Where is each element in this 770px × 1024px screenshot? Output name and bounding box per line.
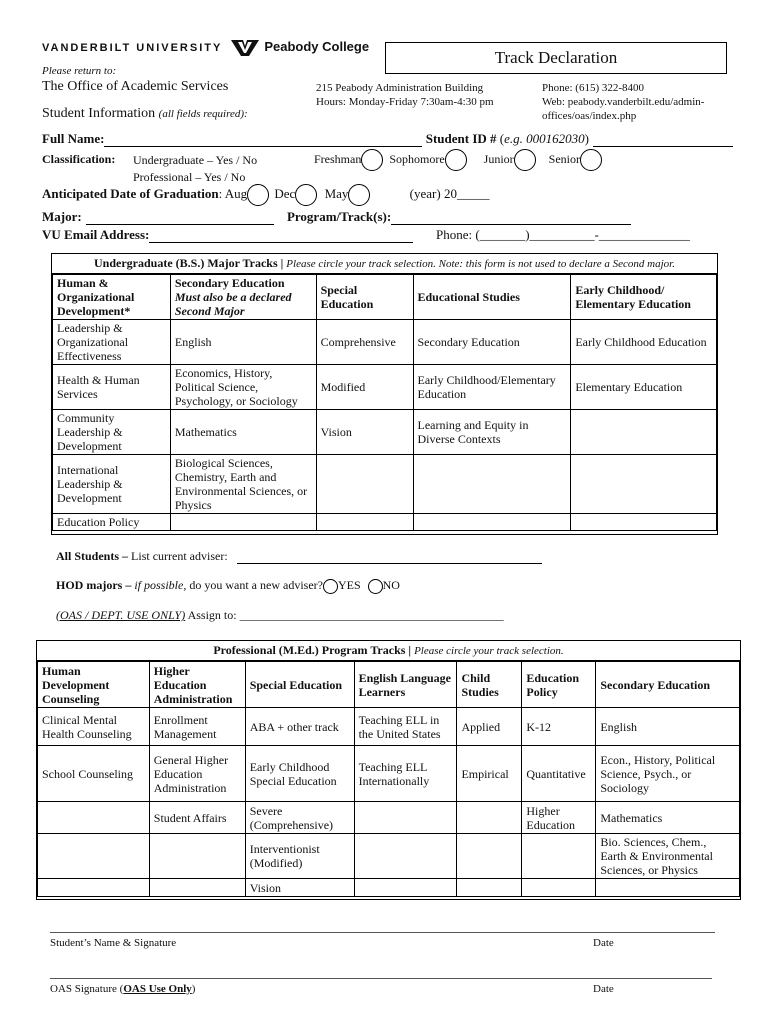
track-option[interactable]: Early Childhood/Elementary Education xyxy=(413,365,571,410)
senior-label: Senior xyxy=(548,151,581,166)
undergrad-option[interactable]: Undergraduate – Yes / No xyxy=(133,153,258,167)
no-circle[interactable] xyxy=(368,579,383,594)
pro-header-policy: Education Policy xyxy=(522,662,596,708)
table-row xyxy=(38,802,740,834)
track-option[interactable]: Economics, History, Political Science, Psychology, or Sociology xyxy=(170,365,316,410)
track-option[interactable]: Teaching ELL Internationally xyxy=(354,746,457,802)
track-option[interactable]: Learning and Equity in Diverse Contexts xyxy=(413,410,571,455)
student-signature-label: Student’s Name & Signature xyxy=(50,937,177,949)
track-option[interactable]: Education Policy xyxy=(53,514,171,531)
sophomore-circle[interactable] xyxy=(445,149,467,171)
track-option[interactable]: Leadership & Organizational Effectiveness xyxy=(53,320,171,365)
phone-field[interactable]: Phone: (_______)__________-______________ xyxy=(436,227,690,242)
table-row xyxy=(53,365,717,410)
oas-use-label: (OAS / DEPT. USE ONLY) xyxy=(56,608,186,622)
track-option[interactable]: Bio. Sciences, Chem., Earth & Environmental Sciences, or Physics xyxy=(596,834,740,879)
track-option[interactable]: English xyxy=(596,708,740,746)
yes-circle[interactable] xyxy=(323,579,338,594)
track-option[interactable]: Student Affairs xyxy=(149,802,245,834)
student-signature-line[interactable] xyxy=(50,932,715,933)
track-option[interactable]: K-12 xyxy=(522,708,596,746)
all-students-label: All Students – xyxy=(56,549,129,563)
track-option[interactable]: Higher Education xyxy=(522,802,596,834)
return-to-label: Please return to: xyxy=(42,65,117,77)
pro-header-special: Special Education xyxy=(245,662,354,708)
track-option[interactable]: Clinical Mental Health Counseling xyxy=(38,708,150,746)
student-id-label: Student ID # xyxy=(425,131,497,146)
table-row xyxy=(53,455,717,514)
track-option[interactable] xyxy=(149,834,245,879)
track-option[interactable]: International Leadership & Development xyxy=(53,455,171,514)
track-option[interactable]: Early Childhood Special Education xyxy=(245,746,354,802)
senior-circle[interactable] xyxy=(580,149,602,171)
oas-date-label: Date xyxy=(593,983,614,995)
pro-header-ell: English Language Learners xyxy=(354,662,457,708)
track-option[interactable] xyxy=(571,514,717,531)
ug-header-hod: Human & Organizational Development* xyxy=(53,275,171,320)
track-option[interactable]: Vision xyxy=(245,879,354,897)
program-field[interactable] xyxy=(391,224,631,225)
may-circle[interactable] xyxy=(348,184,370,206)
professional-option[interactable]: Professional – Yes / No xyxy=(133,170,246,184)
track-option[interactable] xyxy=(596,879,740,897)
hod-label: HOD majors – xyxy=(56,578,132,592)
pro-header-higher-ed: Higher Education Administration xyxy=(149,662,245,708)
track-option[interactable] xyxy=(38,802,150,834)
professional-caption-title: Professional (M.Ed.) Program Tracks | xyxy=(213,643,412,657)
professional-tracks-box xyxy=(36,640,741,900)
may-label: May xyxy=(324,185,349,201)
new-adviser-row xyxy=(56,578,400,594)
grad-year-field[interactable]: (year) 20_____ xyxy=(409,185,490,201)
table-row xyxy=(38,708,740,746)
classification-row xyxy=(42,152,115,167)
current-adviser-field[interactable] xyxy=(237,563,542,564)
oas-signature-label xyxy=(50,983,195,995)
table-row xyxy=(53,410,717,455)
table-row xyxy=(38,879,740,897)
email-label: VU Email Address: xyxy=(42,227,150,242)
student-date-label: Date xyxy=(593,937,614,949)
yes-label: YES xyxy=(337,578,361,592)
track-option[interactable] xyxy=(354,834,457,879)
track-option[interactable] xyxy=(571,455,717,514)
table-row xyxy=(53,320,717,365)
freshman-circle[interactable] xyxy=(361,149,383,171)
new-adviser-question: do you want a new adviser? xyxy=(189,578,323,592)
track-option[interactable]: Quantitative xyxy=(522,746,596,802)
junior-label: Junior xyxy=(483,151,514,166)
track-option[interactable]: Biological Sciences, Chemistry, Earth and Environmental Sciences, or Physics xyxy=(170,455,316,514)
track-option[interactable]: Teaching ELL in the United States xyxy=(354,708,457,746)
ug-header-secondary-sub: Must also be a declared Second Major xyxy=(174,290,292,318)
office-address: 215 Peabody Administration Building xyxy=(316,82,484,94)
professional-caption xyxy=(37,641,740,661)
pro-header-secondary: Secondary Education xyxy=(596,662,740,708)
track-option[interactable] xyxy=(571,410,717,455)
dec-label: Dec xyxy=(274,185,296,201)
pro-header-child: Child Studies xyxy=(457,662,522,708)
junior-circle[interactable] xyxy=(514,149,536,171)
full-name-label: Full Name: xyxy=(42,131,105,146)
freshman-label: Freshman xyxy=(314,151,362,166)
ug-header-early: Early Childhood/ Elementary Education xyxy=(571,275,717,320)
track-option[interactable] xyxy=(457,879,522,897)
track-option[interactable]: ABA + other track xyxy=(245,708,354,746)
track-option[interactable] xyxy=(316,455,413,514)
table-row xyxy=(53,514,717,531)
hod-if-possible: if possible, xyxy=(134,578,187,592)
ug-header-secondary xyxy=(170,275,316,320)
email-row xyxy=(42,227,413,243)
track-option[interactable] xyxy=(38,834,150,879)
track-option[interactable] xyxy=(354,879,457,897)
major-row xyxy=(42,209,631,225)
track-option[interactable]: General Higher Education Administration xyxy=(149,746,245,802)
current-adviser-label: List current adviser: xyxy=(131,549,228,563)
undergrad-tracks-table xyxy=(52,274,717,531)
assign-field[interactable]: Assign to: ____________________________________________ xyxy=(187,608,504,622)
major-label: Major: xyxy=(42,209,82,224)
track-option[interactable]: Interventionist (Modified) xyxy=(245,834,354,879)
track-option[interactable]: English xyxy=(170,320,316,365)
track-option[interactable] xyxy=(38,879,150,897)
undergrad-caption xyxy=(52,254,717,274)
form-title xyxy=(385,42,727,74)
track-option[interactable] xyxy=(354,802,457,834)
table-row xyxy=(38,834,740,879)
track-option[interactable]: School Counseling xyxy=(38,746,150,802)
professional-caption-note: Please circle your track selection. xyxy=(414,645,564,657)
track-option[interactable] xyxy=(457,802,522,834)
track-option[interactable] xyxy=(522,834,596,879)
office-web-2: offices/oas/index.php xyxy=(542,110,637,122)
professional-tracks-table xyxy=(37,661,740,897)
track-option[interactable] xyxy=(413,455,571,514)
program-label: Program/Track(s): xyxy=(286,209,392,224)
graduation-row xyxy=(42,184,489,206)
track-option[interactable]: Enrollment Management xyxy=(149,708,245,746)
full-name-row: Full Name: Student ID # (e.g. 000162030) xyxy=(42,131,733,147)
track-option[interactable]: Elementary Education xyxy=(571,365,717,410)
track-option[interactable]: Comprehensive xyxy=(316,320,413,365)
student-info-heading xyxy=(42,106,248,122)
current-adviser-row xyxy=(56,549,542,564)
office-hours: Hours: Monday-Friday 7:30am-4:30 pm xyxy=(316,96,494,108)
track-option[interactable]: Mathematics xyxy=(596,802,740,834)
full-name-field[interactable] xyxy=(104,146,422,147)
undergrad-header-row xyxy=(53,275,717,320)
student-info-note: (all fields required): xyxy=(158,108,248,120)
track-option[interactable] xyxy=(413,514,571,531)
year-options xyxy=(314,149,602,171)
student-id-field[interactable] xyxy=(593,146,733,147)
university-name: VANDERBILT UNIVERSITY xyxy=(42,41,223,54)
track-option[interactable]: Econ., History, Political Science, Psych., or Sociology xyxy=(596,746,740,802)
grad-date-label: Anticipated Date of Graduation xyxy=(42,185,219,201)
oas-use-only: OAS Use Only xyxy=(123,983,192,995)
oas-signature-prefix: OAS Signature ( xyxy=(50,983,124,995)
ug-header-edstudies: Educational Studies xyxy=(413,275,571,320)
track-option[interactable]: Modified xyxy=(316,365,413,410)
track-option[interactable] xyxy=(316,514,413,531)
aug-label: : Aug xyxy=(218,185,248,201)
form-title-text: Track Declaration xyxy=(494,48,618,67)
track-option[interactable]: Mathematics xyxy=(170,410,316,455)
track-option[interactable] xyxy=(457,834,522,879)
track-option[interactable]: Empirical xyxy=(457,746,522,802)
undergrad-caption-title: Undergraduate (B.S.) Major Tracks | xyxy=(93,256,284,270)
dec-circle[interactable] xyxy=(295,184,317,206)
sophomore-label: Sophomore xyxy=(389,151,445,166)
assign-row xyxy=(56,608,504,623)
vanderbilt-v-logo-icon xyxy=(229,38,261,58)
track-option[interactable]: Community Leadership & Development xyxy=(53,410,171,455)
major-field[interactable] xyxy=(86,224,274,225)
aug-circle[interactable] xyxy=(247,184,269,206)
undergrad-tracks-box xyxy=(51,253,718,535)
ug-header-secondary-title: Secondary Education xyxy=(174,276,285,290)
oas-signature-suffix: ) xyxy=(191,983,196,995)
professional-header-row xyxy=(38,662,740,708)
track-option[interactable] xyxy=(522,879,596,897)
no-label: NO xyxy=(382,578,400,592)
table-row xyxy=(38,746,740,802)
pro-header-counseling: Human Development Counseling xyxy=(38,662,150,708)
track-option[interactable] xyxy=(170,514,316,531)
office-phone: Phone: (615) 322-8400 xyxy=(542,82,645,94)
office-web-1: Web: peabody.vanderbilt.edu/admin- xyxy=(542,96,705,108)
track-option[interactable]: Secondary Education xyxy=(413,320,571,365)
track-option[interactable]: Applied xyxy=(457,708,522,746)
email-field[interactable] xyxy=(149,242,413,243)
track-option[interactable]: Severe (Comprehensive) xyxy=(245,802,354,834)
office-name: The Office of Academic Services xyxy=(42,79,229,94)
track-option[interactable]: Health & Human Services xyxy=(53,365,171,410)
college-name: Peabody College xyxy=(264,38,370,54)
undergrad-caption-note: Please circle your track selection. Note: this form is not used to declare a Second major. xyxy=(286,258,675,270)
track-option[interactable]: Early Childhood Education xyxy=(571,320,717,365)
oas-signature-line[interactable] xyxy=(50,978,712,979)
ug-header-special: Special Education xyxy=(316,275,413,320)
track-option[interactable] xyxy=(149,879,245,897)
track-option[interactable]: Vision xyxy=(316,410,413,455)
student-info-label: Student Information xyxy=(42,106,156,121)
university-logo xyxy=(42,38,369,58)
classification-label: Classification: xyxy=(42,152,116,166)
